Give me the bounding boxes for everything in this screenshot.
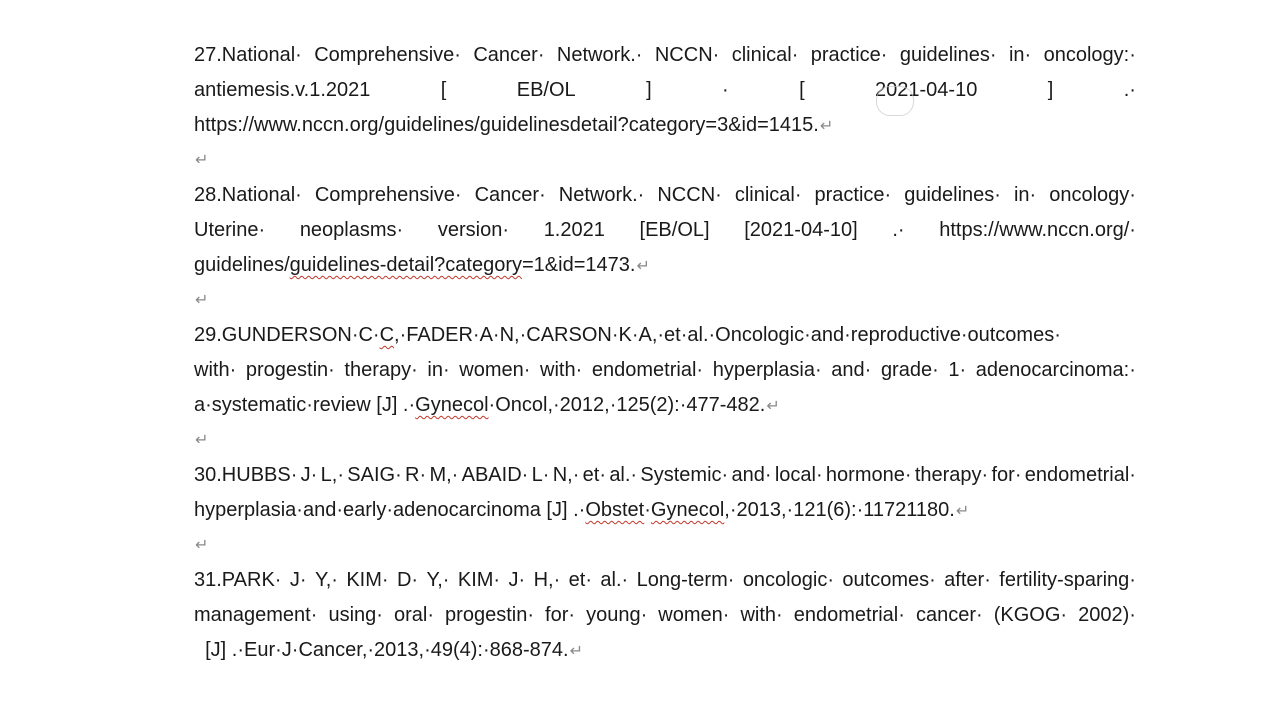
reference-31-line-3[interactable] <box>194 633 1136 668</box>
ref27-segment: [ <box>799 79 805 101</box>
reference-27-line-3[interactable] <box>194 108 1136 143</box>
reference-31-tail: [J] .·Eur·J·Cancer,·2013,·49(4):·868-874. <box>194 639 569 661</box>
spelling-underline: Gynecol <box>415 394 489 416</box>
paragraph-mark-icon: ↵ <box>195 537 209 554</box>
paragraph-mark-icon: ↵ <box>569 643 584 660</box>
paragraph-mark-icon: ↵ <box>636 258 650 275</box>
reference-29-line-3[interactable]: a·systematic·review [J] .·Gynecol·Oncol,·2012,·125(2):·477-482.↵ <box>194 394 780 416</box>
ref27-segment: ] <box>1047 79 1054 101</box>
spelling-underline: Gynecol <box>650 499 725 521</box>
paragraph-mark-icon: ↵ <box>195 432 209 449</box>
paragraph-mark-icon: ↵ <box>766 398 780 415</box>
paragraph-mark-icon: ↵ <box>955 503 970 520</box>
reference-30-line-2[interactable]: hyperplasia·and·early·adenocarcinoma [J] .·Obstet·Gynecol,·2013,·121(6):·11721180.↵ <box>194 499 970 521</box>
reference-31-line-1[interactable]: 31.PARK· J· Y,· KIM· D· Y,· KIM· J· H,· et· al.· Long-term· oncologic· outcomes· after· fertility-sparing· <box>194 569 1136 591</box>
ref27-segment: ] <box>646 79 652 101</box>
empty-paragraph[interactable] <box>194 143 1136 178</box>
reference-28-line-2[interactable]: Uterine· neoplasms· version· 1.2021 [EB/OL] [2021-04-10] .· https://www.nccn.org/· <box>194 219 1136 241</box>
empty-paragraph[interactable] <box>194 283 1136 318</box>
spelling-underline: Obstet <box>585 499 645 521</box>
ref27-segment: 2021-04-10 <box>875 79 978 101</box>
paragraph-mark-icon: ↵ <box>195 152 209 169</box>
ref27-segment: · <box>722 79 729 101</box>
reference-30-line-1[interactable]: 30.HUBBS· J· L,· SAIG· R· M,· ABAID· L· N,· et· al.· Systemic· and· local· hormone· therapy· for· endometrial· <box>194 464 1136 486</box>
reference-list <box>194 38 1136 668</box>
reference-29-line-2[interactable]: with· progestin· therapy· in· women· with· endometrial· hyperplasia· and· grade· 1· adenocarcinoma:· <box>194 359 1136 381</box>
reference-27-line-1[interactable]: 27.National· Comprehensive· Cancer· Network.· NCCN· clinical· practice· guidelines· in· oncology:· <box>194 44 1136 66</box>
empty-paragraph[interactable] <box>194 528 1136 563</box>
ref27-segment: antiemesis.v.1.2021 <box>194 79 371 101</box>
paragraph-mark-icon: ↵ <box>195 292 209 309</box>
reference-28-line-1[interactable]: 28.National· Comprehensive· Cancer· Network.· NCCN· clinical· practice· guidelines· in· oncology· <box>194 184 1136 206</box>
spelling-underline: guidelines-detail?category <box>289 254 522 276</box>
ref27-segment: [ <box>440 79 447 101</box>
paragraph-mark-icon: ↵ <box>819 118 834 135</box>
reference-28-url[interactable]: guidelines/guidelines-detail?category=1&id=1473. <box>194 254 636 276</box>
ref27-segment: EB/OL <box>516 79 576 101</box>
reference-29-line-1[interactable]: 29.GUNDERSON·C·C,·FADER·A·N,·CARSON·K·A,·et·al.·Oncologic·and·reproductive·outcomes· <box>194 324 1061 346</box>
empty-paragraph[interactable] <box>194 423 1136 458</box>
reference-31-line-2[interactable]: management· using· oral· progestin· for· young· women· with· endometrial· cancer· (KGOG· 2002)· <box>194 604 1136 626</box>
reference-27-url[interactable]: https://www.nccn.org/guidelines/guidelinesdetail?category=3&id=1415. <box>194 114 819 136</box>
reference-28-line-3[interactable] <box>194 248 1136 283</box>
reference-27-line-2[interactable] <box>194 73 1136 108</box>
mouse-cursor-indicator <box>876 86 914 116</box>
ref27-segment: .· <box>1123 79 1136 101</box>
